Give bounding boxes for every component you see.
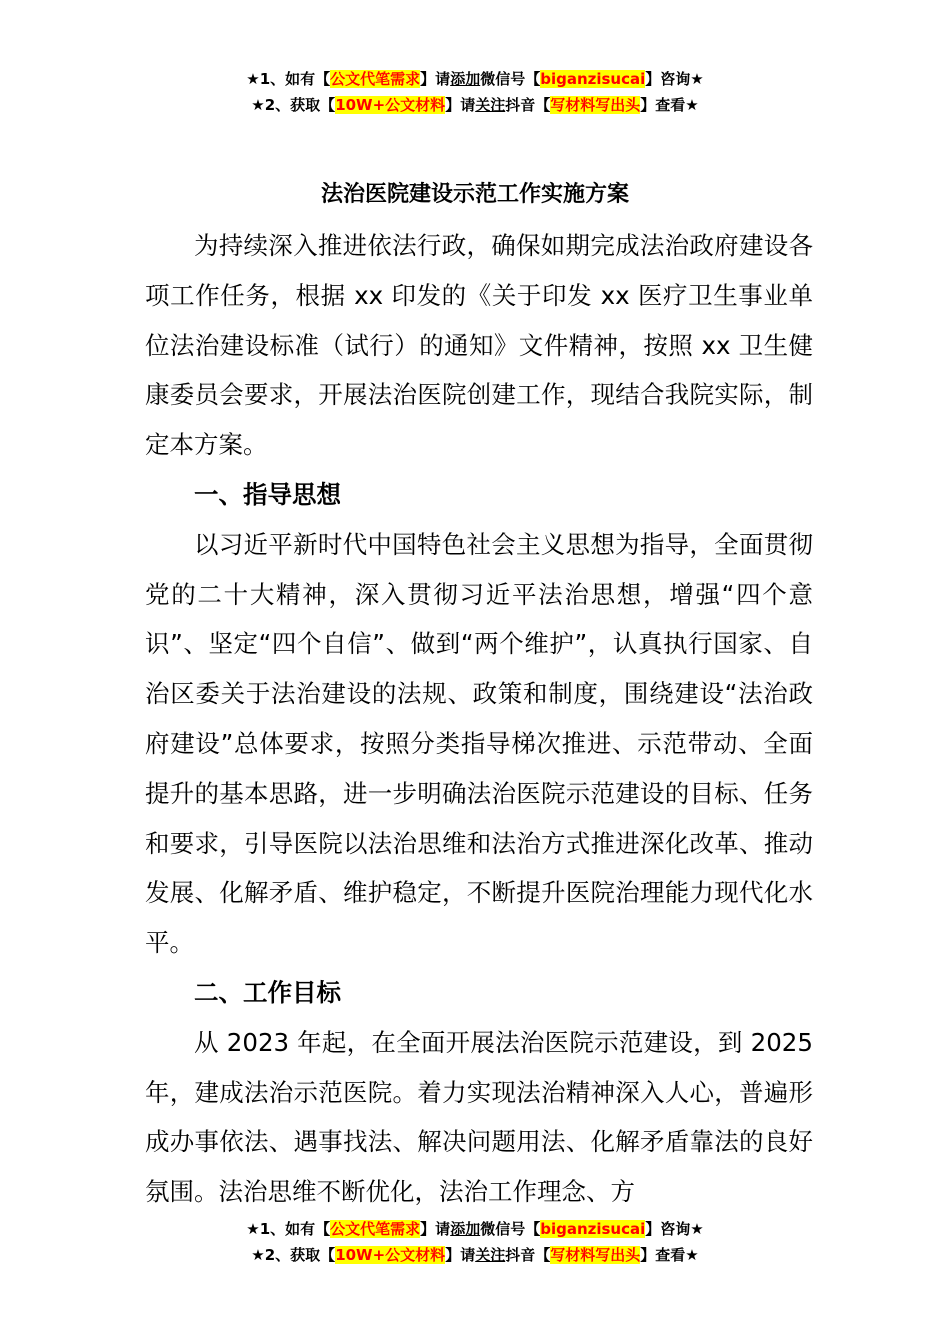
banner-text: 1、如有【 [259, 70, 331, 88]
banner-text: 微信号【 [480, 70, 541, 88]
banner-highlight: 公文代笔需求 [330, 1220, 421, 1238]
banner-highlight: 10W+公文材料 [335, 1246, 446, 1264]
star-icon: ★ [251, 1246, 265, 1264]
banner-text: 】请 [420, 1220, 451, 1238]
banner-text: 】查看★ [640, 1246, 699, 1264]
banner-text: 2、获取【 [264, 96, 336, 114]
banner-text: 】请 [420, 70, 451, 88]
banner-text: 抖音【 [505, 1246, 551, 1264]
banner-text: 】咨询★ [645, 70, 704, 88]
banner-highlight: biganzisucai [540, 1220, 646, 1238]
banner-highlight: 10W+公文材料 [335, 96, 446, 114]
top-banner [0, 66, 950, 118]
banner-underline: 关注 [475, 96, 506, 114]
section-heading-guiding-ideology: 一、指导思想 [194, 479, 341, 509]
banner-underline: 添加 [450, 1220, 481, 1238]
star-icon: ★ [246, 70, 260, 88]
banner-line-1 [0, 1216, 950, 1242]
banner-highlight: 公文代笔需求 [330, 70, 421, 88]
star-icon: ★ [246, 1220, 260, 1238]
star-icon: ★ [251, 96, 265, 114]
banner-text: 】查看★ [640, 96, 699, 114]
banner-underline: 添加 [450, 70, 481, 88]
banner-highlight: 写材料写出头 [550, 96, 641, 114]
banner-text: 】请 [445, 96, 476, 114]
banner-text: 微信号【 [480, 1220, 541, 1238]
bottom-banner [0, 1216, 950, 1268]
section-paragraph-work-goals: 从 2023 年起，在全面开展法治医院示范建设，到 2025 年，建成法治示范医院。着力实现法治精神深入人心，普遍形成办事依法、遇事找法、解决问题用法、化解矛盾靠法的良好氛围。法治思维不断优化，法治工作理念、方 [145, 1027, 813, 1207]
document-body [145, 221, 813, 1217]
banner-underline: 关注 [475, 1246, 506, 1264]
banner-highlight: biganzisucai [540, 70, 646, 88]
section-paragraph-guiding-ideology: 以习近平新时代中国特色社会主义思想为指导，全面贯彻党的二十大精神，深入贯彻习近平法治思想，增强“四个意识”、坚定“四个自信”、做到“两个维护”，认真执行国家、自治区委关于法治建设的法规、政策和制度，围绕建设“法治政府建设”总体要求，按照分类指导梯次推进、示范带动、全面提升的基本思路，进一步明确法治医院示范建设的目标、任务和要求，引导医院以法治思维和法治方式推进深化改革、推动发展、化解矛盾、维护稳定，不断提升医院治理能力现代化水平。 [145, 529, 813, 958]
banner-line-2 [0, 92, 950, 118]
banner-line-2 [0, 1242, 950, 1268]
banner-line-1 [0, 66, 950, 92]
banner-highlight: 写材料写出头 [550, 1246, 641, 1264]
banner-text: 】请 [445, 1246, 476, 1264]
banner-text: 2、获取【 [264, 1246, 336, 1264]
section-heading-work-goals: 二、工作目标 [194, 977, 341, 1007]
document-title: 法治医院建设示范工作实施方案 [320, 182, 629, 207]
intro-paragraph: 为持续深入推进依法行政，确保如期完成法治政府建设各项工作任务，根据 xx 印发的《关于印发 xx 医疗卫生事业单位法治建设标准（试行）的通知》文件精神，按照 xx 卫生健康委员会要求，开展法治医院创建工作，现结合我院实际，制定本方案。 [145, 231, 813, 460]
banner-text: 】咨询★ [645, 1220, 704, 1238]
banner-text: 1、如有【 [259, 1220, 331, 1238]
banner-text: 抖音【 [505, 96, 551, 114]
